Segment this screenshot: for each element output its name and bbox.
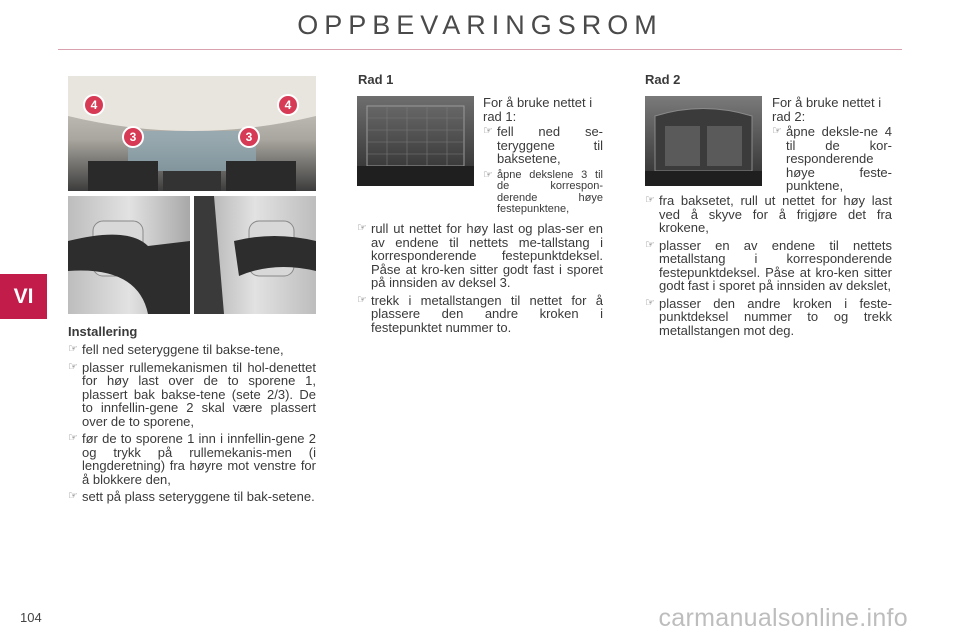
watermark: carmanualsonline.info: [658, 604, 908, 632]
pointing-hand-icon: ☞: [483, 168, 493, 181]
rail-photo-left: [68, 196, 190, 314]
chapter-tab[interactable]: VI: [0, 274, 47, 319]
pointing-hand-icon: ☞: [68, 490, 78, 502]
installering-list: [68, 343, 316, 508]
rad1-intro: For å bruke nettet i rad 1:: [483, 95, 593, 124]
list-item: ☞ fell ned se-teryggene til baksetene,: [483, 124, 603, 166]
roof-illustration: [68, 76, 316, 191]
pointing-hand-icon: ☞: [357, 222, 367, 234]
page-title: OPPBEVARINGSROM: [297, 10, 663, 40]
list-item: ☞ trekk i metallstangen til nettet for å plassere den andre kroken i festepunktet nummer to.: [357, 292, 603, 335]
pointing-hand-icon: ☞: [645, 194, 655, 206]
rail-photo-right: [194, 196, 316, 314]
callout-badge-4-left: 4: [83, 94, 105, 116]
list-item: ☞ plasser den andre kroken i feste-punktdeksel nummer to og trekk metallstangen mot deg.: [645, 295, 892, 338]
list-item: ☞ åpne dekslene 3 til de korrespon-derende høye festepunktene,: [483, 168, 603, 215]
rad1-list: [357, 222, 603, 338]
list-item: ☞ fell ned seteryggene til bakse-tene,: [68, 342, 284, 357]
rail-illustration-right: [194, 196, 316, 314]
pointing-hand-icon: ☞: [68, 360, 78, 373]
page-number: 104: [20, 610, 42, 625]
pointing-hand-icon: ☞: [68, 343, 78, 355]
rad2-seat-illustration: [645, 96, 762, 186]
list-item: ☞ plasser rullemekanismen til hol-denettet for høy last over de to sporene 1, plassert bak bakse-tene (sete 2/3). De to innfellin-gene 2 skal være plassert over de to sporene,: [68, 359, 316, 429]
pointing-hand-icon: ☞: [645, 296, 655, 309]
rad1-net-illustration: [357, 96, 474, 186]
rad1-side-list: [483, 125, 603, 220]
pointing-hand-icon: ☞: [483, 125, 493, 137]
list-item: ☞ fra baksetet, rull ut nettet for høy last ved å skyve for å frigjøre det fra krokene,: [645, 193, 892, 235]
list-item: ☞ åpne deksle-ne 4 til de kor-responderende høye feste-punktene,: [772, 124, 892, 193]
rad1-photo: [357, 96, 474, 186]
list-item: ☞ før de to sporene 1 inn i innfellin-gene 2 og trykk på rullemekanis-men (i lengderetning) fra høyre mot venstre for å blokkere den,: [68, 431, 316, 487]
rad2-intro: For å bruke nettet i rad 2:: [772, 95, 882, 124]
installering-heading: Installering: [68, 324, 138, 339]
pointing-hand-icon: ☞: [645, 238, 655, 251]
pointing-hand-icon: ☞: [68, 432, 78, 444]
rail-illustration-left: [68, 196, 190, 314]
callout-badge-4-right: 4: [277, 94, 299, 116]
rad2-photo: [645, 96, 762, 186]
rad2-side-list: [772, 125, 892, 197]
rad2-list: [645, 194, 892, 341]
rad2-heading: Rad 2: [645, 72, 681, 87]
pointing-hand-icon: ☞: [772, 125, 782, 137]
roof-photo: [68, 76, 316, 191]
rad1-heading: Rad 1: [358, 72, 394, 87]
pointing-hand-icon: ☞: [357, 293, 367, 306]
list-item: ☞ rull ut nettet for høy last og plas-ser en av endene til nettets me-tallstang i korresponderende festepunktdeksel. Påse at kro-ken sitter godt fast i sporet på innsiden av deksel 3.: [357, 221, 603, 290]
title-divider: [58, 49, 902, 50]
callout-badge-3-right: 3: [238, 126, 260, 148]
list-item: ☞ sett på plass seteryggene til bak-setene.: [68, 489, 315, 504]
list-item: ☞ plasser en av endene til nettets metallstang i korresponderende festepunktdeksel. Påse at kro-ken sitter godt fast i sporet på innsiden av dekslet,: [645, 237, 892, 293]
callout-badge-3-left: 3: [122, 126, 144, 148]
